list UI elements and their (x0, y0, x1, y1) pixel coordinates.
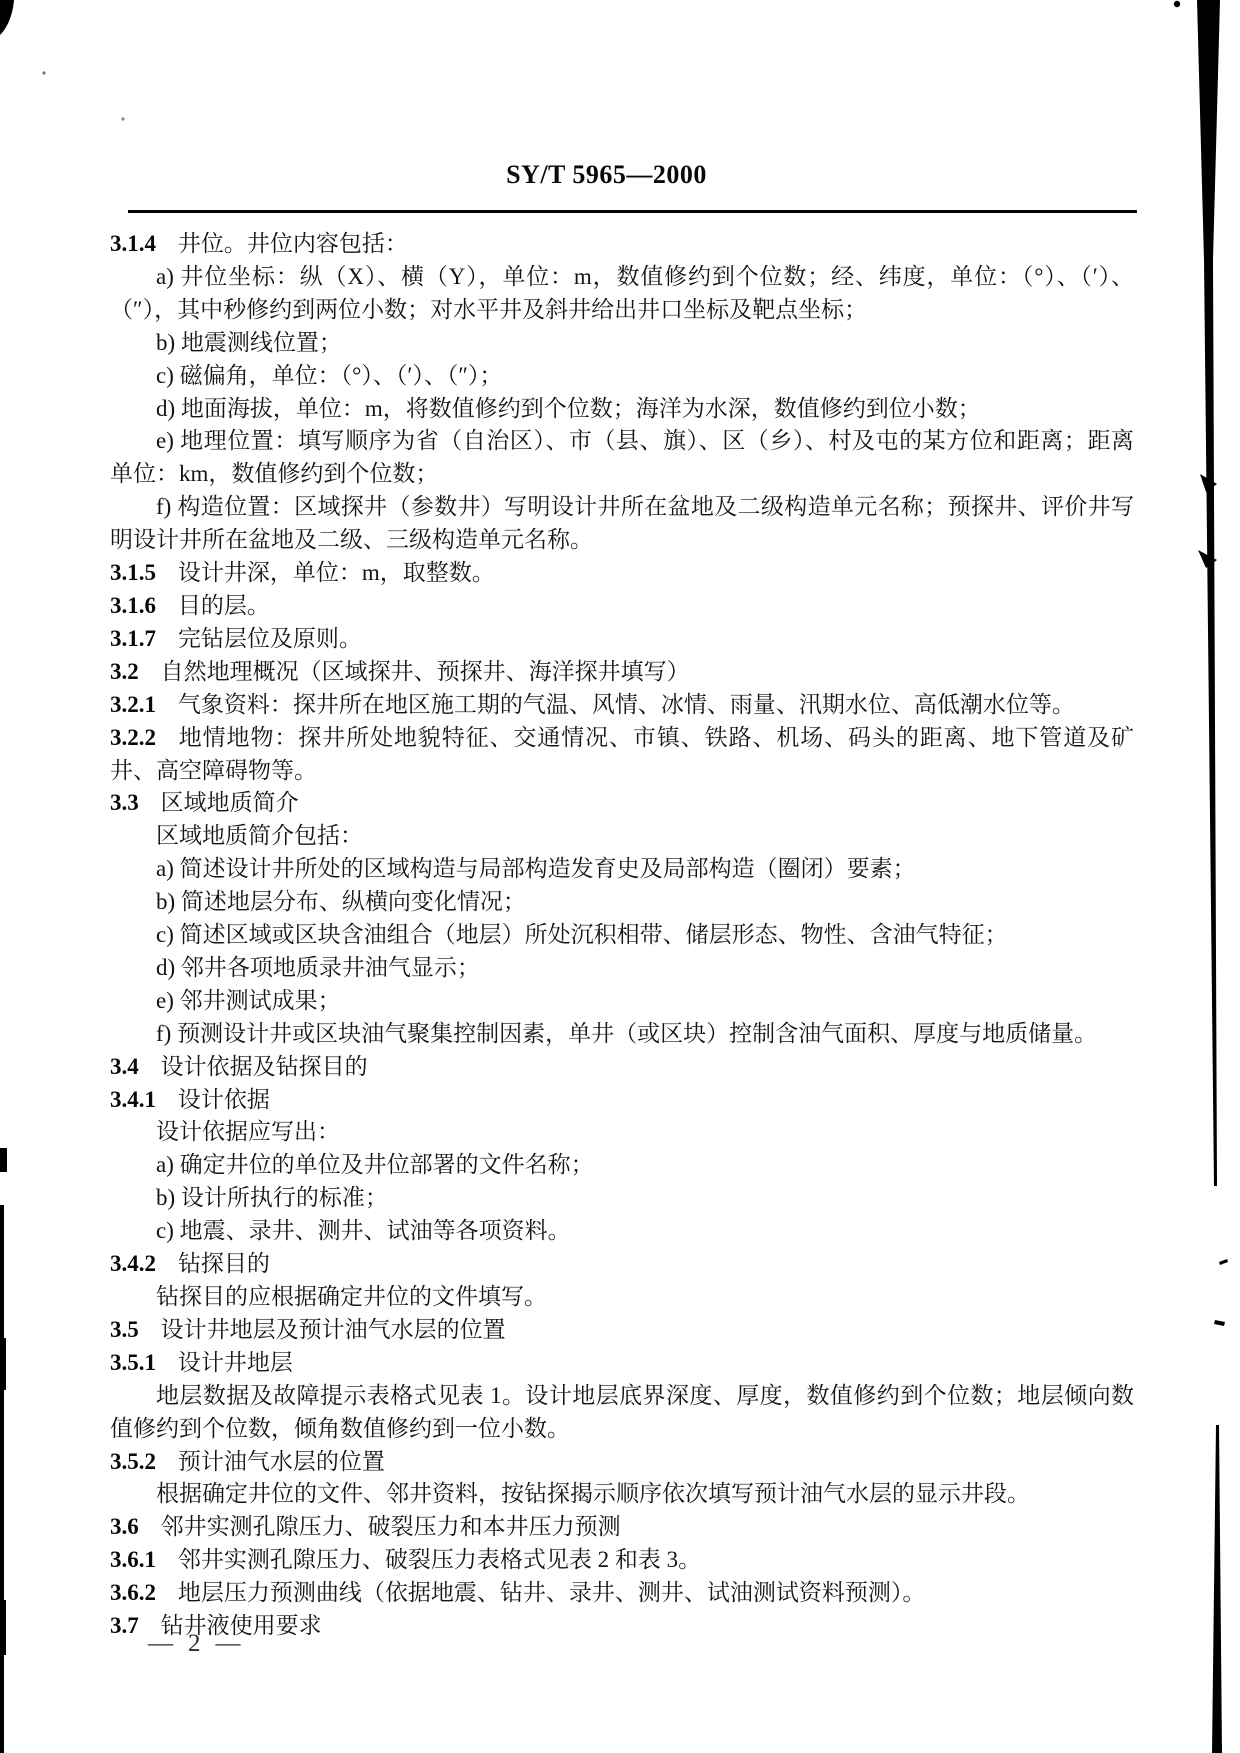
clause-3.5.1 (110, 1347, 1134, 1380)
scan-hook-2 (1198, 550, 1217, 568)
clause-text: 邻井实测孔隙压力、破裂压力表格式见表 2 和表 3。 (177, 1547, 702, 1573)
clause-text: 井位。井位内容包括： (177, 231, 408, 256)
clause-number: 3.5.2 (110, 1448, 156, 1474)
scan-strip-left-bump-1 (0, 1338, 6, 1390)
scan-hook-1 (1200, 474, 1217, 492)
page-number: 2 (188, 1630, 201, 1657)
list-item: c) 磁偏角，单位：（°）、（′）、（″）； (156, 362, 503, 388)
clause-text: 设计井地层及预计油气水层的位置 (160, 1316, 506, 1342)
clause-3.1.6 (110, 590, 1134, 623)
paragraph: 地层数据及故障提示表格式见表 1。设计地层底界深度、厚度，数值修约到个位数；地层倾向数值修约到个位数，倾角数值修约到一位小数。 (110, 1382, 1134, 1441)
document-body (110, 228, 1134, 1643)
clause-3.1.7 (110, 623, 1134, 656)
list-item: b) 设计所执行的标准； (156, 1185, 388, 1211)
list-item: e) 地理位置：填写顺序为省（自治区）、市（县、旗）、区（乡）、村及屯的某方位和距离；距离单位：km，数值修约到个位数； (110, 428, 1134, 487)
clause-text: 完钻层位及原则。 (177, 625, 362, 651)
clause-3.1.4 (110, 228, 1134, 261)
clause-text: 区域地质简介 (160, 790, 299, 816)
scan-speck-right-1 (1219, 1259, 1228, 1265)
clause-3.7 (110, 1610, 1134, 1643)
clause-3.2.2 (110, 722, 1134, 788)
clause-number: 3.2.2 (110, 724, 156, 750)
list-item: b) 地震测线位置； (156, 329, 342, 355)
clause-number: 3.4.2 (110, 1251, 156, 1277)
header-rule (128, 210, 1137, 213)
scan-streak-right-bottom (1212, 1425, 1222, 1753)
clause-3.6.1 (110, 1544, 1134, 1577)
paragraph: 区域地质简介包括： (156, 823, 363, 849)
clause-text: 目的层。 (177, 592, 270, 618)
list-item: d) 邻井各项地质录井油气显示； (156, 954, 480, 980)
clause-3.4 (110, 1051, 1134, 1084)
clause-3.2.1 (110, 689, 1134, 722)
clause-text: 钻探目的 (177, 1251, 270, 1277)
paragraph: 根据确定井位的文件、邻井资料，按钻探揭示顺序依次填写预计油气水层的显示井段。 (156, 1481, 1030, 1507)
scan-speck-top-right (1174, 1, 1180, 7)
clause-3.4.1 (110, 1084, 1134, 1117)
scan-speck-1 (42, 71, 45, 74)
scan-speck-right-2 (1214, 1320, 1225, 1326)
list-item: d) 地面海拔，单位：m，将数值修约到个位数；海洋为水深，数值修约到位小数； (156, 395, 981, 421)
list-item: a) 确定井位的单位及井位部署的文件名称； (156, 1152, 594, 1178)
clause-number: 3.3 (110, 790, 139, 816)
scan-tick-left (0, 1148, 7, 1172)
clause-text: 气象资料：探井所在地区施工期的气温、风情、冰情、雨量、汛期水位、高低潮水位等。 (177, 691, 1075, 717)
clause-number: 3.2.1 (110, 691, 156, 717)
paragraph: 钻探目的应根据确定井位的文件填写。 (156, 1284, 547, 1309)
clause-text: 钻井液使用要求 (160, 1613, 322, 1639)
clause-3.6 (110, 1511, 1134, 1544)
clause-text: 设计依据及钻探目的 (160, 1053, 368, 1079)
list-item: b) 简述地层分布、纵横向变化情况； (156, 889, 526, 915)
clause-3.3 (110, 787, 1134, 820)
clause-text: 地情地物：探井所处地貌特征、交通情况、市镇、铁路、机场、码头的距离、地下管道及矿井、高空障碍物等。 (110, 724, 1134, 783)
clause-number: 3.6 (110, 1514, 139, 1540)
clause-text: 自然地理概况（区域探井、预探井、海洋探井填写） (160, 658, 690, 684)
list-item: a) 简述设计井所处的区域构造与局部构造发育史及局部构造（圈闭）要素； (156, 856, 916, 882)
clause-3.4.2 (110, 1248, 1134, 1281)
clause-number: 3.4 (110, 1053, 139, 1079)
clause-number: 3.5 (110, 1316, 139, 1342)
clause-text: 设计井深，单位：m，取整数。 (177, 560, 495, 586)
clause-text: 预计油气水层的位置 (177, 1448, 385, 1474)
list-item: a) 井位坐标：纵（X）、横（Y），单位：m，数值修约到个位数；经、纬度，单位：（°）、（′）、（″），其中秒修约到两位小数；对水平井及斜井给出井口坐标及靶点坐标； (110, 263, 1134, 322)
footer-dash-left: — (148, 1630, 173, 1657)
clause-text: 地层压力预测曲线（依据地震、钻井、录井、测井、试油测试资料预测）。 (177, 1580, 926, 1606)
clause-number: 3.1.4 (110, 231, 156, 256)
standard-code-header: SY/T 5965—2000 (506, 160, 707, 189)
footer-dash-right: — (215, 1630, 241, 1657)
clause-number: 3.1.7 (110, 625, 156, 651)
clause-number: 3.5.1 (110, 1349, 156, 1375)
list-item: f) 构造位置：区域探井（参数井）写明设计井所在盆地及二级构造单元名称；预探井、评价井写明设计井所在盆地及二级、三级构造单元名称。 (110, 494, 1134, 553)
clause-number: 3.6.2 (110, 1580, 156, 1606)
clause-3.1.5 (110, 557, 1134, 590)
scan-strip-left (0, 1205, 4, 1753)
clause-number: 3.4.1 (110, 1086, 156, 1112)
clause-3.5 (110, 1314, 1134, 1347)
clause-3.5.2 (110, 1446, 1134, 1479)
clause-number: 3.6.1 (110, 1547, 156, 1573)
clause-text: 设计依据 (177, 1086, 270, 1112)
list-item: f) 预测设计井或区块油气聚集控制因素，单井（或区块）控制含油气面积、厚度与地质储量。 (156, 1020, 1098, 1046)
clause-number: 3.1.5 (110, 560, 156, 586)
list-item: e) 邻井测试成果； (156, 987, 341, 1013)
scan-speck-2 (121, 117, 124, 120)
clause-text: 设计井地层 (177, 1349, 293, 1375)
clause-number: 3.1.6 (110, 592, 156, 618)
scan-strip-left-bump-2 (0, 1600, 6, 1655)
clause-3.2 (110, 656, 1134, 689)
clause-number: 3.7 (110, 1613, 139, 1639)
scan-blob-top-left (0, 0, 14, 35)
paragraph: 设计依据应写出： (156, 1119, 340, 1145)
page-footer (148, 1630, 241, 1658)
list-item: c) 地震、录井、测井、试油等各项资料。 (156, 1218, 571, 1244)
clause-text: 邻井实测孔隙压力、破裂压力和本井压力预测 (160, 1514, 621, 1540)
clause-3.6.2 (110, 1577, 1134, 1610)
clause-number: 3.2 (110, 658, 139, 684)
list-item: c) 简述区域或区块含油组合（地层）所处沉积相带、储层形态、物性、含油气特征； (156, 922, 1008, 948)
